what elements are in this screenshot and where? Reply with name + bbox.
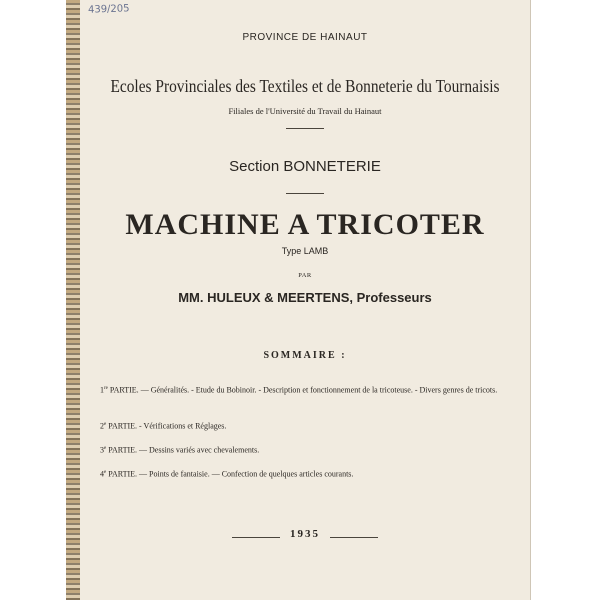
- part-label: PARTIE.: [108, 445, 138, 455]
- document-title: MACHINE A TRICOTER: [125, 208, 485, 241]
- contents-entry: [100, 418, 500, 434]
- divider: [286, 193, 324, 194]
- part-number: 2: [100, 421, 104, 431]
- handwritten-annotation: 439/205: [87, 3, 130, 16]
- machine-type: Type LAMB: [281, 246, 329, 256]
- affiliation-line: Filiales de l'Université du Travail du Hainaut: [228, 106, 382, 116]
- school-name: Ecoles Provinciales des Textiles et de Bonneterie du Tournaisis: [110, 76, 500, 96]
- book-binding: [66, 0, 80, 600]
- part-label: PARTIE.: [108, 421, 138, 431]
- ordinal-suffix: e: [104, 470, 107, 475]
- part-label: PARTIE.: [108, 469, 138, 479]
- divider: [286, 128, 324, 129]
- province-heading: PROVINCE DE HAINAUT: [242, 32, 368, 43]
- section-title: Section BONNETERIE: [229, 158, 381, 175]
- part-number: 3: [100, 445, 104, 455]
- part-text: - Vérifications et Réglages.: [139, 421, 227, 431]
- contents-entry: [100, 382, 500, 398]
- contents-entry: [100, 442, 500, 458]
- authors: MM. HULEUX & MEERTENS, Professeurs: [178, 290, 432, 305]
- part-number: 1: [100, 385, 104, 395]
- part-number: 4: [100, 469, 104, 479]
- ordinal-suffix: e: [104, 422, 107, 427]
- part-text: — Points de fantaisie. — Confection de quelques articles courants.: [139, 469, 354, 479]
- ordinal-suffix: re: [104, 386, 108, 391]
- part-label: PARTIE.: [109, 385, 139, 395]
- contents-entry: [100, 466, 500, 482]
- divider: [330, 537, 378, 538]
- contents-heading: SOMMAIRE :: [263, 350, 347, 361]
- by-label: PAR: [298, 272, 312, 279]
- part-text: — Dessins variés avec chevalements.: [139, 445, 260, 455]
- ordinal-suffix: e: [104, 446, 107, 451]
- publication-year: 1935: [290, 528, 320, 540]
- part-text: — Généralités. - Etude du Bobinoir. - Description et fonctionnement de la tricoteuse. - Divers genres de tricots.: [140, 385, 498, 395]
